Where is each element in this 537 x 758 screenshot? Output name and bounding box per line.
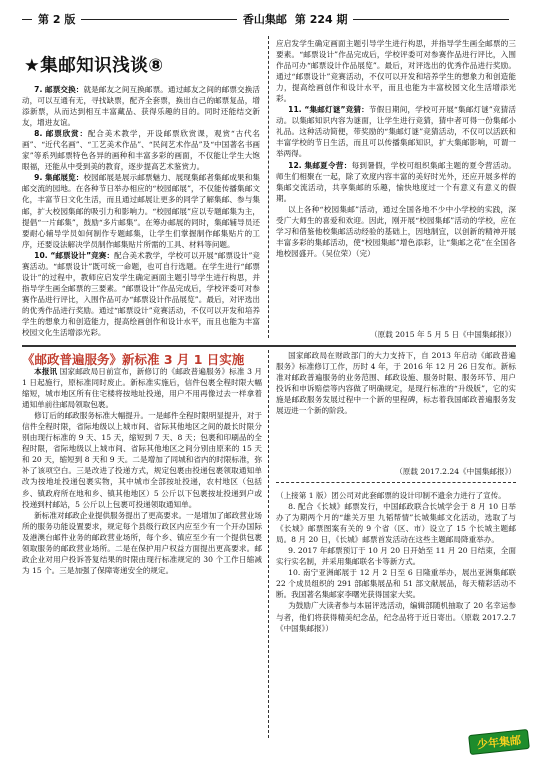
article-paragraph: 8. 配合《长城》邮票发行，中国邮政联合长城学会于 8 月 10 日举办了为期两个月的“雄关万里 九韬帮情”长城集邮文化活动，选取了与《长城》邮票图案有关的 9 个省（区、市）设立了 15 个长城主题邮局。8 月 20 日，《长城》邮票首发活动在这些主题邮局降重举办。 xyxy=(276,502,516,545)
article3-column xyxy=(276,490,516,730)
article-paragraph: 7. 邮票交换：就是邮友之间互换邮票。通过邮友之间的邮票交换活动，可以互通有无，寻找缺票，配齐全套票，换出自己的邮票复品，增添新票，从而达到相互丰富藏品、获得乐趣的目的。同时还能结交新友，增进友谊。 xyxy=(22,85,260,128)
article-paragraph: 11. “集邮灯谜”竞猜：节假日期间，学校可开展“集邮灯谜”竞猜活动。以集邮知识内容为谜面，让学生进行竞猜，猜中者可得一份集邮小礼品。这种活动简便，带奖励的“集邮灯谜”竞猜活动，不仅可以活跃和丰富学校的节日生活，而且可以传播集邮知识，扩大集邮影响，可谓一举两得。 xyxy=(276,105,516,159)
header-rule-left xyxy=(22,19,32,20)
article-paragraph: 国家邮政局在财政部门的大力支持下，自 2013 年启动《邮政普遍服务》标准修订工作，历时 4 年，于 2016 年 12 月 26 日发布。新标准对邮政普遍服务的业务范围、邮政设施、服务时限、服务环节、用户投诉和申诉赔偿等内容做了明确规定，是现行标准的“升级版”，它的实施是邮政服务发展过程中一个新的里程碑，标志着我国邮政普遍服务发展迈进一个新的阶段。 xyxy=(276,351,516,416)
article-title-stamp-knowledge: ★集邮知识浅谈⑧ xyxy=(24,56,164,76)
page-number: 第 2 版 xyxy=(38,13,76,26)
article-paragraph: （上接第 1 版）团公司对此套邮票的设计印制不遗余力进行了宣传。 xyxy=(276,491,506,500)
article-paragraph: 修订后的邮政服务标准大幅提升。一是邮件全程时限明显提升，对于信件全程时限，省际地级以上城市间、省际其他地区之间的最长时限分别由现行标准的 9 天、15 天，缩短到 7 天、8 天；包裹和印刷品的全程时限，省际地级以上城市间、省际其他地区之间分别由原来的 15 天和 20 天，缩短到 8 天和 9 天。二是增加了同城和省内的时限标准，弥补了该项空白。三是改进了投递方式，规定包裹由投递包裹领取通知单改为按地址投递包裹实物，其中城市全部按址投递，农村地区（包括乡、镇政府所在地和乡、镇其他地区）5 公斤以下包裹按址投递到户或投递到村邮站，5 公斤以上包裹可投递领取通知单。 xyxy=(22,411,262,509)
section-divider xyxy=(276,482,516,483)
article1-right-column xyxy=(276,38,516,328)
column-divider xyxy=(268,36,269,338)
article-paragraph: 10. 南宁亚洲邮展于 12 月 2 日至 6 日隆重举办，展出亚洲集邮联 22 个成员组织的 291 部邮集展品和 51 部文献展品，每天精彩活动不断。我国著名集邮家李曙光获得国家大奖。 xyxy=(276,568,516,600)
article-paragraph: 9. 2017 年邮票预订于 10 月 20 日开始至 11 月 20 日结束，全面实行实名制，并采用集邮联名卡等新方式。 xyxy=(276,546,516,567)
issue-number: 第 224 期 xyxy=(294,13,348,26)
article1-source: （原载 2015 年 5 月 5 日《中国集邮报》） xyxy=(370,330,516,339)
article-paragraph: 应启发学生确定画面主题引导学生进行构思，并指导学生画全邮票的三要素。“邮票设计”作品完成后，学校评委可对参赛作品进行评比，入围作品可办“邮票设计作品展览”。最后，对评选出的优秀作品进行奖励。通过“邮票设计”竞赛活动，不仅可以开发和培养学生的想象力和创造能力，提高绘画创作和设计水平，而且也能为丰富校园文化生活增添光彩。 xyxy=(276,39,516,104)
article-paragraph: 12. 集邮夏令营：每到暑假，学校可组织集邮主题的夏令营活动。师生们相聚在一起，除了欢度内容丰富的美好时光外，还应开展多样的集邮交流活动，共享集邮的乐趣，愉快地度过一个有意义有意义的假期。 xyxy=(276,160,516,203)
article-paragraph: 以上各种“校园集邮”活动，通过全国各地不少中小学校的实践，深受广大师生的喜爱和欢迎。因此，刚开展“校园集邮”活动的学校，应在学习和借鉴他校集邮活动经验的基础上，因地制宜，以创新的精神开展丰富多彩的集邮活动，使“校园集邮”增色添彩，让“集邮之花”在全国各地校园盛开。（吴位荣）（完） xyxy=(276,204,516,258)
column-divider xyxy=(268,350,269,738)
paper-name: 香山集邮 xyxy=(242,13,287,26)
article-paragraph: 8. 邮票欣赏：配合美术教学，开设邮票欣赏课，观赏“古代名画”、“近代名画”、“工艺美术作品”、“民间艺术作品”及“中国著名书画家”等系列邮票特色各异的画种和丰富多彩的画面，不仅能让学生大饱眼福，还能从中受到美的教育，逐步提高艺术鉴赏力。 xyxy=(22,129,260,172)
article-paragraph: 9. 集邮展览：校园邮展是展示邮票魅力、展现集邮者集邮成果和集邮交流的园地。在各种节日举办相应的“校园邮展”，不仅能传播集邮文化，丰富节日文化生活，而且通过邮展让更多的同学了解集邮、参与集邮，扩大校园集邮的吸引力和影响力。“校园邮展”应以专题邮集为主，提倡“一片邮集”，鼓励“多片邮集”。在筹办邮展的同时，集邮辅导员还要耐心辅导学员如何制作专题邮集，让学生们掌握制作邮集贴片的工序，还要设法解决学员制作邮集贴片所需的工具、材料等问题。 xyxy=(22,173,260,249)
article-paragraph: 10. “邮票设计”竞赛：配合美术教学，学校可以开展“邮票设计”竞赛活动。“邮票设计”既可统一命题，也可自行选题。在学生进行“邮票设计”的过程中，教师应启发学生确定画面主题引导学生进行构思，并指导学生画全邮票的三要素。“邮票设计”作品完成后，学校评委可对参赛作品进行评比，入围作品可办“邮票设计作品展览”。最后，对评选出的优秀作品进行奖励。通过“邮票设计”竞赛活动，不仅可以开发和培养学生的想象力和创造能力，提高绘画创作和设计水平，而且也能为丰富校园文化生活增添光彩。 xyxy=(22,250,260,338)
page-header xyxy=(22,8,515,30)
youth-philately-logo: 少年集邮 xyxy=(468,729,530,755)
article2-left-column xyxy=(22,366,262,734)
header-rule-right xyxy=(353,19,509,20)
article2-right-column xyxy=(276,350,516,462)
article-paragraph: 为鼓励广大读者参与本届评选活动，编辑部随机抽取了 20 名幸运参与者，他们将获得精美纪念品，纪念品将于近日寄出。（原载 2017.2.7《中国集邮报》） xyxy=(276,601,516,633)
article2-source: （原载 2017.2.24《中国集邮报》） xyxy=(395,467,516,476)
article-paragraph: 本报讯 国家邮政局日前宣布，新修订的《邮政普遍服务》标准 3 月 1 日起施行，原标准同时废止。新标准实施后，信件包裹全程时限大幅缩短，城市地区所有住宅楼将按地址投递，用户不用再像过去一样拿着通知单前往邮局领取包裹。 xyxy=(22,367,262,410)
article-title-postal-standard: 《邮政普遍服务》新标准 3 月 1 日实施 xyxy=(22,352,245,367)
header-rule-middle xyxy=(81,19,237,20)
article-paragraph: 新标准对邮政企业提供服务提出了更高要求。一是增加了邮政营业场所的服务功能设置要求，规定每个县级行政区内应至少有一个开办国际及港澳台邮件业务的邮政营业场所，每个乡、镇应至少有一个提供包裹领取服务的邮政营业场所。二是在保护用户权益方面提出更高要求。邮政企业对用户投诉答复结果的时限由现行标准规定的 30 个工作日缩减为 15 个。三是加强了保障寄递安全的规定。 xyxy=(22,510,262,575)
article1-left-column xyxy=(22,84,260,342)
section-divider xyxy=(22,345,516,347)
